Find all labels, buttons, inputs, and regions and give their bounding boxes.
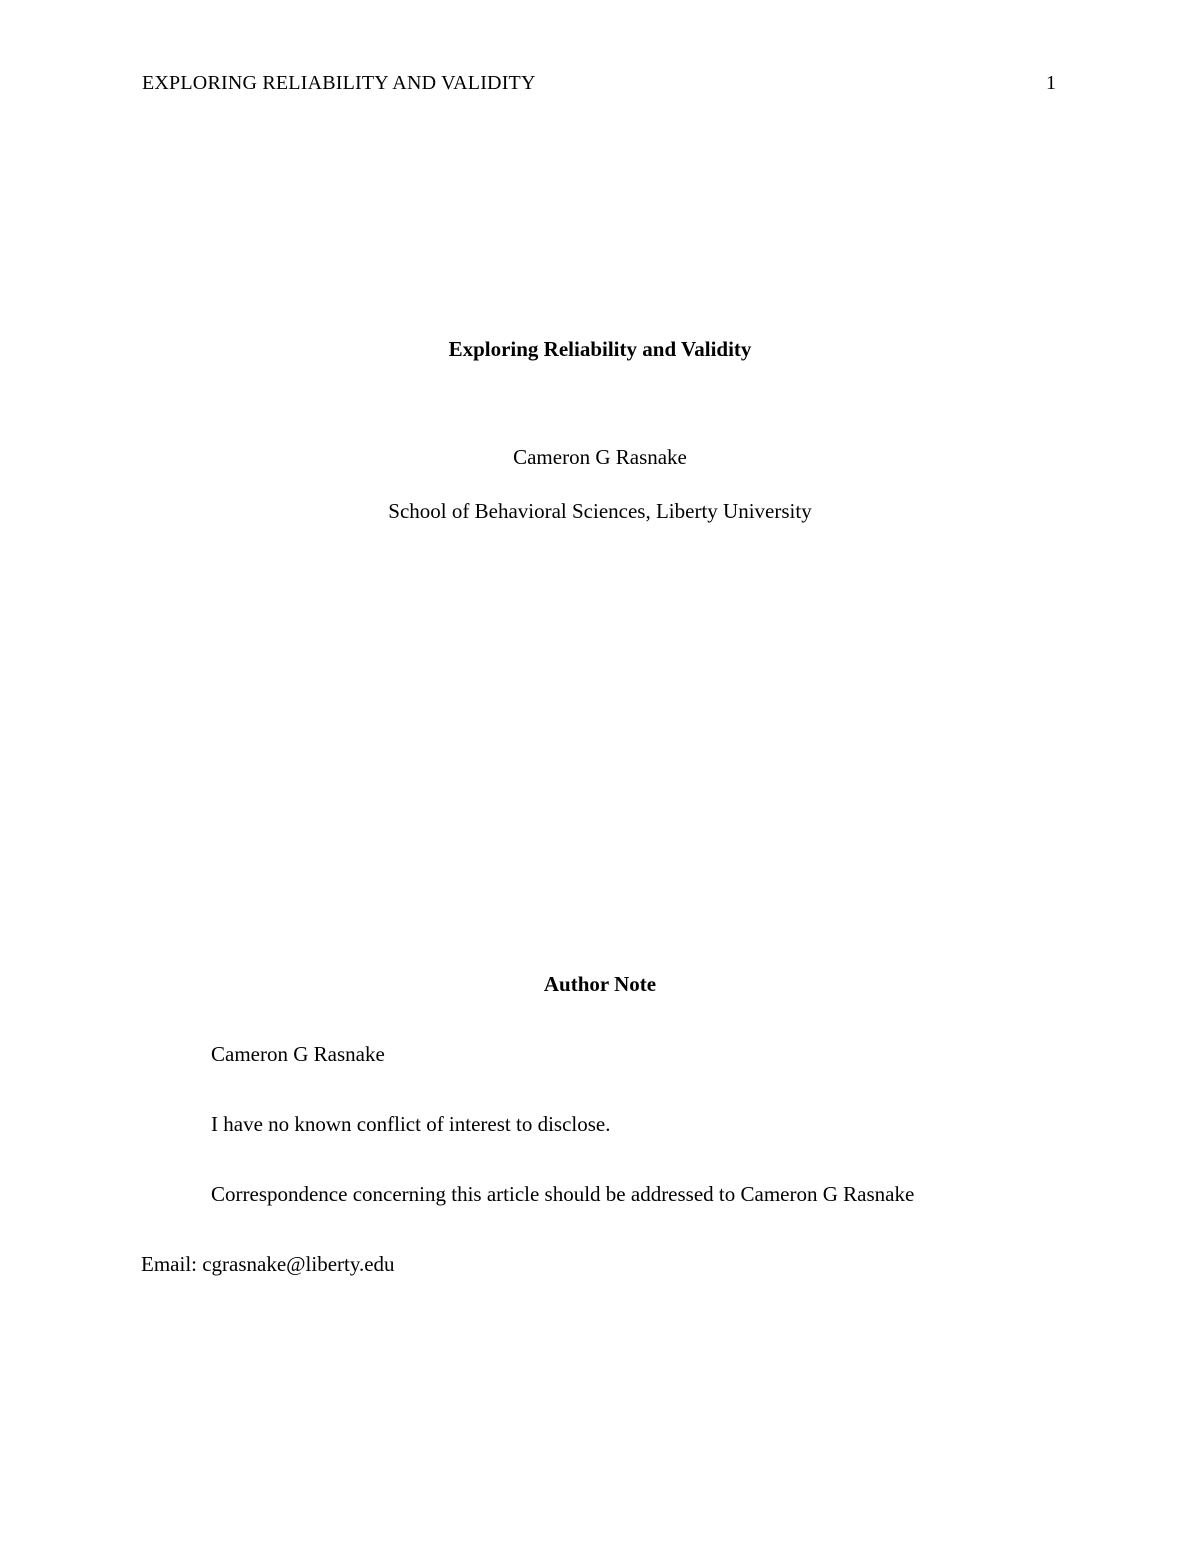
author-name: Cameron G Rasnake	[513, 445, 687, 469]
author-note-name: Cameron G Rasnake	[211, 1042, 385, 1066]
author-note-heading: Author Note	[543, 972, 657, 996]
page-number: 1	[1046, 72, 1056, 94]
conflict-statement: I have no known conflict of interest to disclose.	[211, 1112, 611, 1136]
paper-title: Exploring Reliability and Validity	[448, 337, 752, 361]
author-affiliation: School of Behavioral Sciences, Liberty University	[388, 499, 812, 523]
contact-email: Email: cgrasnake@liberty.edu	[141, 1252, 395, 1276]
correspondence-statement: Correspondence concerning this article should be addressed to Cameron G Rasnake	[211, 1182, 915, 1206]
running-head: EXPLORING RELIABILITY AND VALIDITY	[142, 72, 536, 94]
